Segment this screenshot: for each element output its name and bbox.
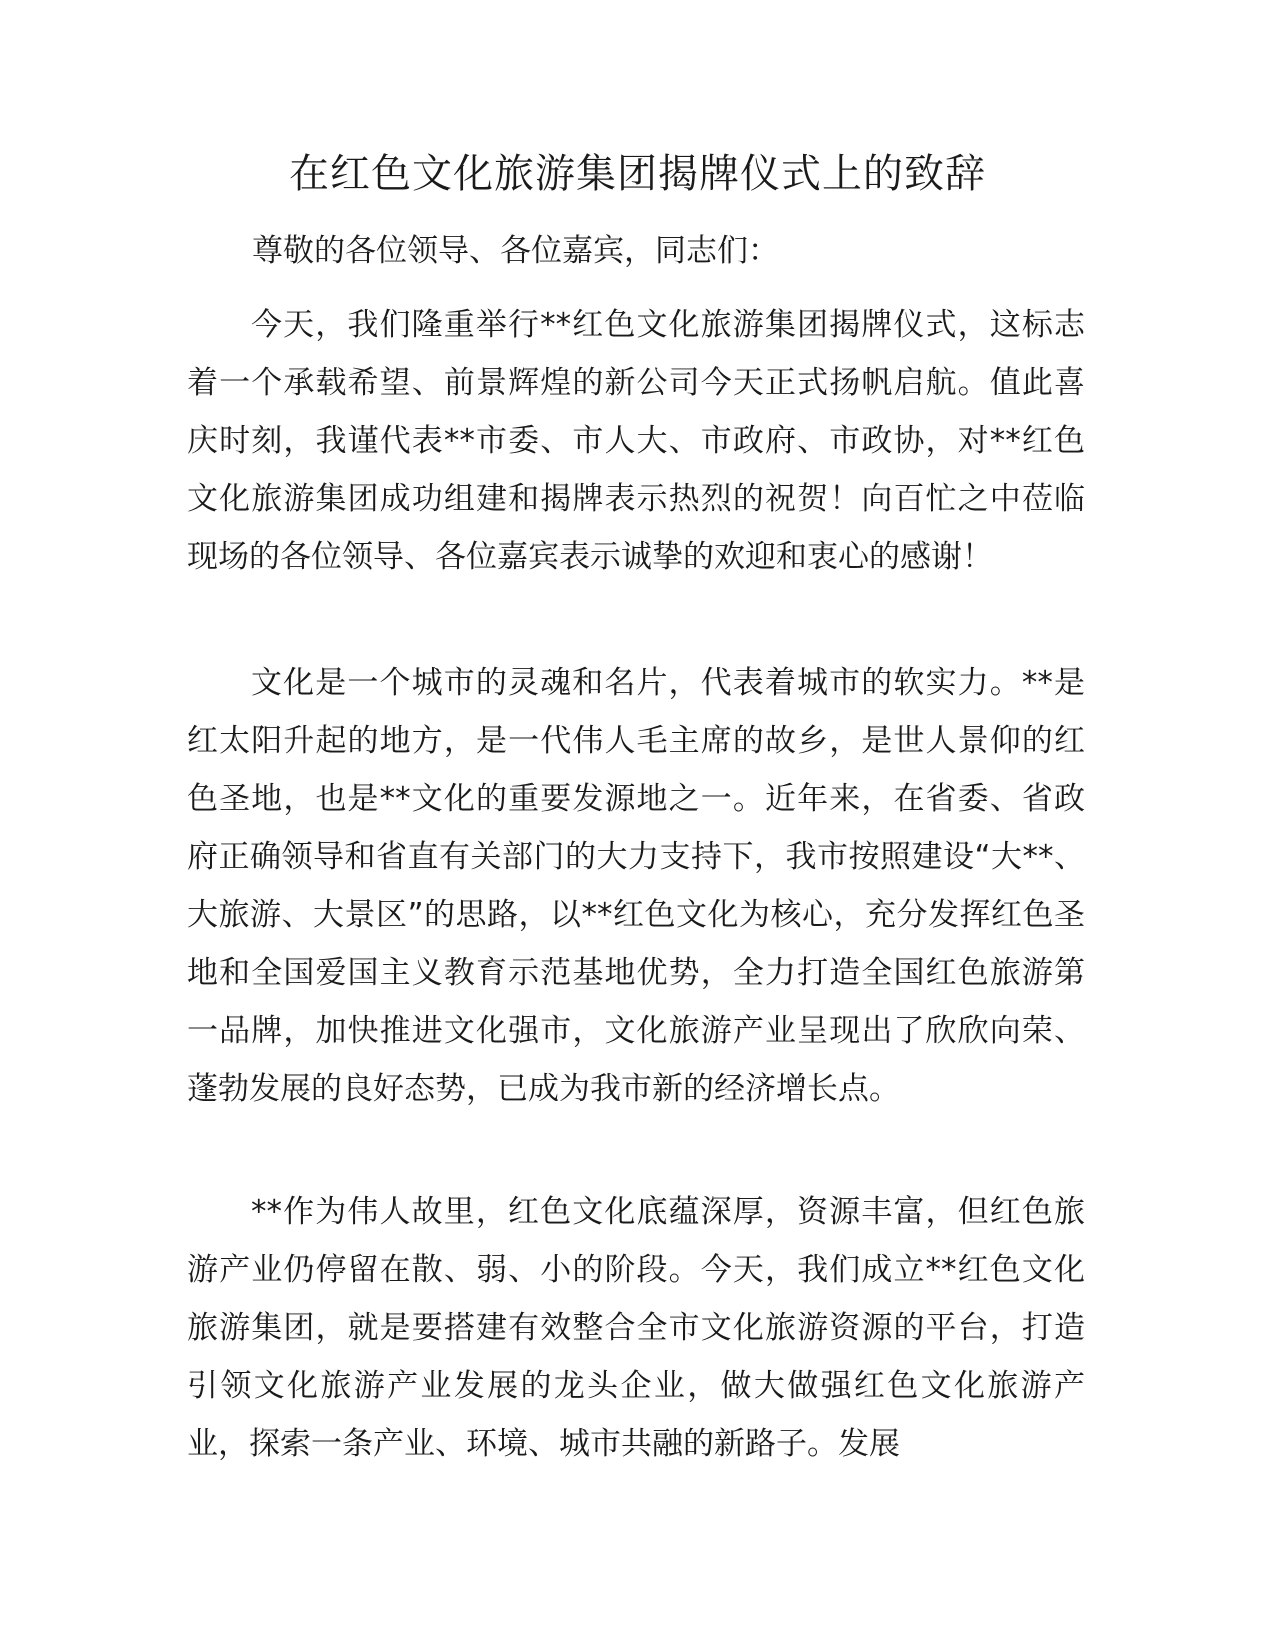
paragraph-1: 今天，我们隆重举行**红色文化旅游集团揭牌仪式，这标志着一个承载希望、前景辉煌的新公司今天正式扬帆启航。值此喜庆时刻，我谨代表**市委、市人大、市政府、市政协，对**红色文化旅游集团成功组建和揭牌表示热烈的祝贺！向百忙之中莅临现场的各位领导、各位嘉宾表示诚挚的欢迎和衷心的感谢！: [187, 307, 1085, 575]
paragraph-2: 文化是一个城市的灵魂和名片，代表着城市的软实力。**是红太阳升起的地方，是一代伟人毛主席的故乡，是世人景仰的红色圣地，也是**文化的重要发源地之一。近年来，在省委、省政府正确领导和省直有关部门的大力支持下，我市按照建设“大**、大旅游、大景区”的思路，以**红色文化为核心，充分发挥红色圣地和全国爱国主义教育示范基地优势，全力打造全国红色旅游第一品牌，加快推进文化强市，文化旅游产业呈现出了欣欣向荣、蓬勃发展的良好态势，已成为我市新的经济增长点。: [187, 665, 1085, 1107]
salutation: 尊敬的各位领导、各位嘉宾，同志们：: [252, 233, 779, 269]
paragraph-3: **作为伟人故里，红色文化底蕴深厚，资源丰富，但红色旅游产业仍停留在散、弱、小的阶段。今天，我们成立**红色文化旅游集团，就是要搭建有效整合全市文化旅游资源的平台，打造引领文化旅游产业发展的龙头企业，做大做强红色文化旅游产业，探索一条产业、环境、城市共融的新路子。发展: [187, 1194, 1085, 1462]
document-title: 在红色文化旅游集团揭牌仪式上的致辞: [289, 151, 986, 197]
